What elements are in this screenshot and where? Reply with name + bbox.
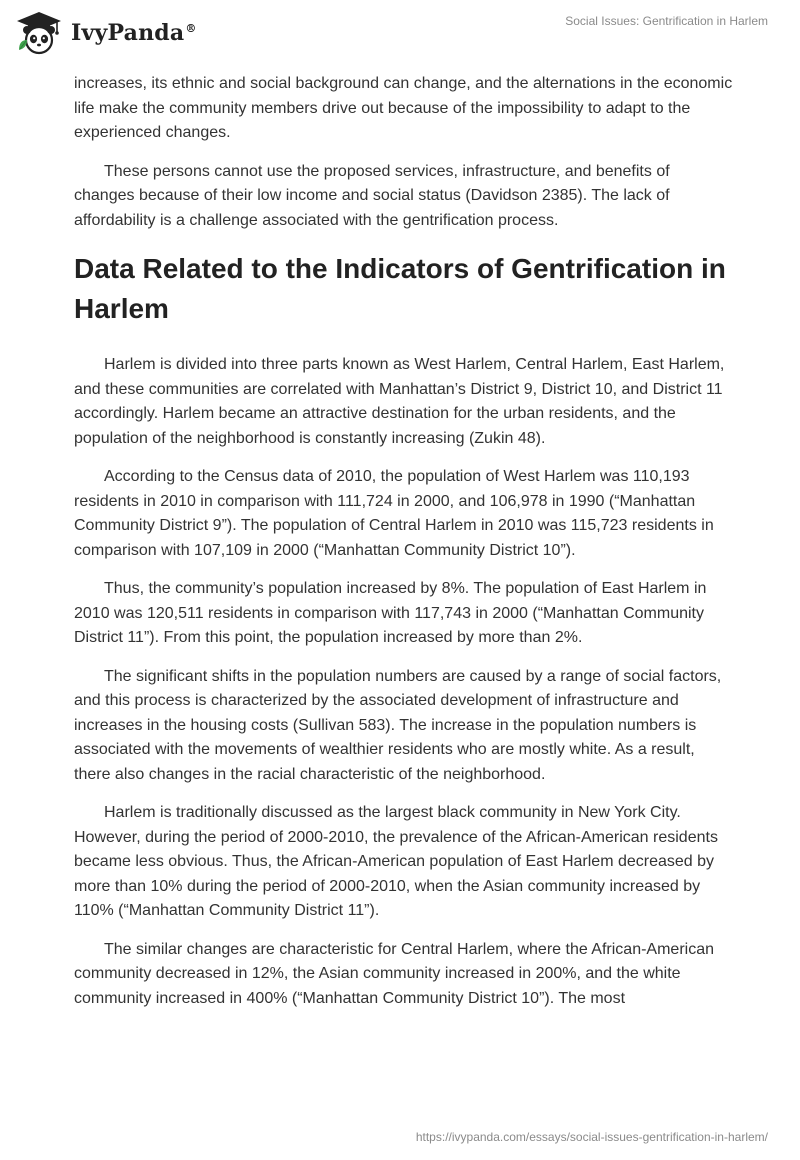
paragraph-continuation: increases, its ethnic and social background can change, and the alternations in the economic life make the community members drive out because of the impossibility to adapt to the experienced changes. [74, 75, 733, 141]
panda-graduation-cap-icon [15, 10, 63, 56]
paragraph-central-changes: The similar changes are characteristic for Central Harlem, where the African-American community decreased in 12%, the Asian community increased in 200%, and the white community increased in 400% (“Manhattan Community District 10”). The most [74, 940, 715, 1007]
brand-name-text: IvyPanda [71, 20, 185, 46]
paragraph-black-community: Harlem is traditionally discussed as the largest black community in New York City. However, during the period of 2000-2010, the prevalence of the African-American residents became less obvious. Thus, the African-American population of East Harlem decreased by more than 10% during the period of 2000-2010, when the Asian community increased by 110% (“Manhattan Community District 11”). [74, 804, 718, 919]
section-heading: Data Related to the Indicators of Gentrification in Harlem [74, 253, 726, 324]
document-title: Social Issues: Gentrification in Harlem [565, 14, 768, 28]
brand-name [71, 20, 197, 46]
paragraph-affordability: These persons cannot use the proposed services, infrastructure, and benefits of changes because of their low income and social status (Davidson 2385). The lack of affordability is a challenge associated with the gentrification process. [74, 162, 670, 229]
paragraph-divisions: Harlem is divided into three parts known as West Harlem, Central Harlem, East Harlem, and these communities are correlated with Manhattan’s District 9, District 10, and District 11 accordingly. Harlem became an attractive destination for the urban residents, and the population of the neighborhood is constantly increasing (Zukin 48). [74, 356, 725, 447]
paragraph-shifts: The significant shifts in the population numbers are caused by a range of social factors, and this process is characterized by the associated development of infrastructure and increases in the housing costs (Sullivan 583). The increase in the population numbers is associated with the movements of wealthier residents who are mostly white. As a result, there also changes in the racial characteristic of the neighborhood. [74, 667, 722, 783]
paragraph-increase: Thus, the community’s population increased by 8%. The population of East Harlem in 2010 was 120,511 residents in comparison with 117,743 in 2000 (“Manhattan Community District 11”). From this point, the population increased by more than 2%. [74, 580, 707, 646]
article-body [74, 72, 734, 1025]
page-header [0, 0, 800, 70]
paragraph-census: According to the Census data of 2010, the population of West Harlem was 110,193 residents in 2010 in comparison with 111,724 in 2000, and 106,978 in 1990 (“Manhattan Community District 9”). The population of Central Harlem in 2010 was 115,723 residents in comparison with 107,109 in 2000 (“Manhattan Community District 10”). [74, 468, 714, 559]
ivypanda-logo[interactable] [15, 10, 197, 56]
source-url[interactable]: https://ivypanda.com/essays/social-issues-gentrification-in-harlem/ [415, 1130, 768, 1144]
registered-mark: ® [185, 21, 197, 35]
